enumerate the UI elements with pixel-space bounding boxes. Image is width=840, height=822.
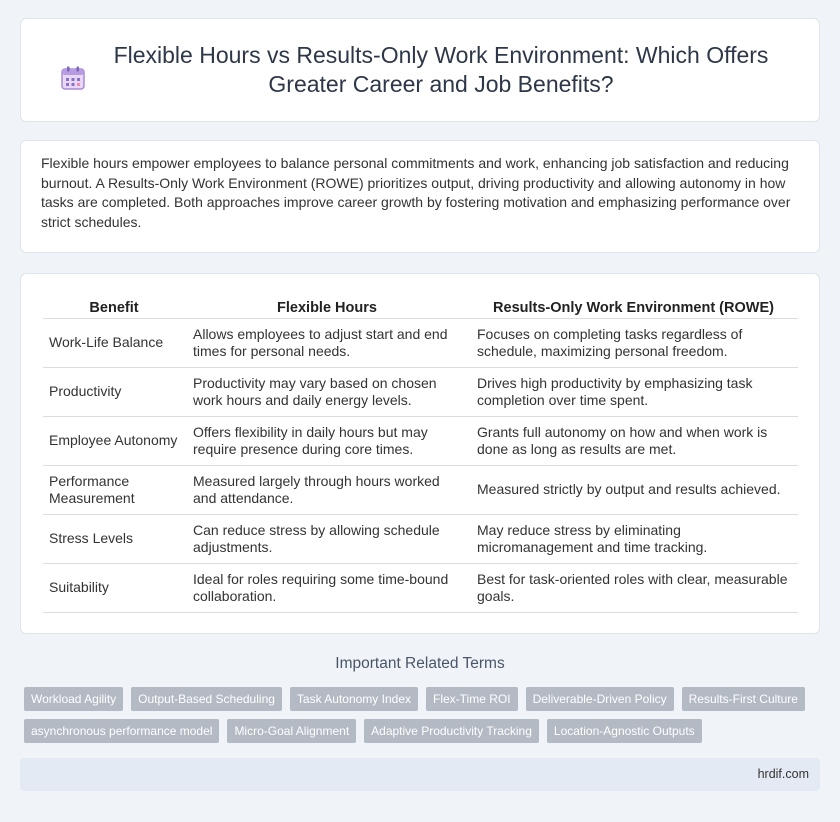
- table-header-row: [43, 295, 798, 319]
- intro-paragraph: Flexible hours empower employees to balance personal commitments and work, enhancing job satisfaction and reducing burnout. A Results-Only Work Environment (ROWE) prioritizes output, driving productivity and allowing autonomy in how tasks are completed. Both approaches improve career growth by fostering motivation and emphasizing performance over strict schedules.: [41, 155, 791, 230]
- footer-site-link[interactable]: hrdif.com: [757, 767, 809, 781]
- tag-asynchronous-performance-model[interactable]: asynchronous performance model: [24, 719, 219, 743]
- rowe-cell: Focuses on completing tasks regardless of schedule, maximizing personal freedom.: [469, 319, 798, 368]
- table-row: [43, 319, 798, 368]
- table-row: [43, 417, 798, 466]
- intro-card: [20, 140, 820, 253]
- flexible-hours-cell: Measured largely through hours worked and attendance.: [185, 466, 469, 515]
- benefit-cell: Performance Measurement: [43, 466, 185, 515]
- benefit-cell: Employee Autonomy: [43, 417, 185, 466]
- tag-task-autonomy-index[interactable]: Task Autonomy Index: [290, 687, 418, 711]
- flexible-hours-cell: Productivity may vary based on chosen work hours and daily energy levels.: [185, 368, 469, 417]
- related-terms-title: Important Related Terms: [335, 655, 505, 672]
- tag-location-agnostic-outputs[interactable]: Location-Agnostic Outputs: [547, 719, 702, 743]
- related-terms-tags: [24, 687, 824, 743]
- flexible-hours-cell: Offers flexibility in daily hours but may require presence during core times.: [185, 417, 469, 466]
- title-card: [20, 18, 820, 122]
- table-row: [43, 466, 798, 515]
- header-flexible-hours: Flexible Hours: [185, 295, 469, 319]
- tag-flex-time-roi[interactable]: Flex-Time ROI: [426, 687, 518, 711]
- title-wrap: [60, 41, 780, 99]
- tag-workload-agility[interactable]: Workload Agility: [24, 687, 123, 711]
- flexible-hours-cell: Allows employees to adjust start and end times for personal needs.: [185, 319, 469, 368]
- benefit-cell: Suitability: [43, 564, 185, 613]
- flexible-hours-cell: Can reduce stress by allowing schedule adjustments.: [185, 515, 469, 564]
- benefit-cell: Stress Levels: [43, 515, 185, 564]
- footer: [20, 758, 820, 791]
- tag-deliverable-driven-policy[interactable]: Deliverable-Driven Policy: [526, 687, 674, 711]
- rowe-cell: May reduce stress by eliminating micromanagement and time tracking.: [469, 515, 798, 564]
- rowe-cell: Measured strictly by output and results achieved.: [469, 466, 798, 515]
- table-row: [43, 368, 798, 417]
- rowe-cell: Best for task-oriented roles with clear, measurable goals.: [469, 564, 798, 613]
- comparison-table: [43, 295, 798, 613]
- tag-adaptive-productivity-tracking[interactable]: Adaptive Productivity Tracking: [364, 719, 539, 743]
- header-rowe: Results-Only Work Environment (ROWE): [469, 295, 798, 319]
- comparison-card: [20, 273, 820, 634]
- tag-micro-goal-alignment[interactable]: Micro-Goal Alignment: [227, 719, 356, 743]
- calendar-icon: [60, 65, 86, 91]
- rowe-cell: Drives high productivity by emphasizing task completion over time spent.: [469, 368, 798, 417]
- benefit-cell: Work-Life Balance: [43, 319, 185, 368]
- tag-output-based-scheduling[interactable]: Output-Based Scheduling: [131, 687, 282, 711]
- flexible-hours-cell: Ideal for roles requiring some time-bound collaboration.: [185, 564, 469, 613]
- table-row: [43, 564, 798, 613]
- benefit-cell: Productivity: [43, 368, 185, 417]
- header-benefit: Benefit: [43, 295, 185, 319]
- page-title: Flexible Hours vs Results-Only Work Environment: Which Offers Greater Career and Job Benefits?: [113, 42, 769, 97]
- tag-results-first-culture[interactable]: Results-First Culture: [682, 687, 805, 711]
- table-row: [43, 515, 798, 564]
- rowe-cell: Grants full autonomy on how and when work is done as long as results are met.: [469, 417, 798, 466]
